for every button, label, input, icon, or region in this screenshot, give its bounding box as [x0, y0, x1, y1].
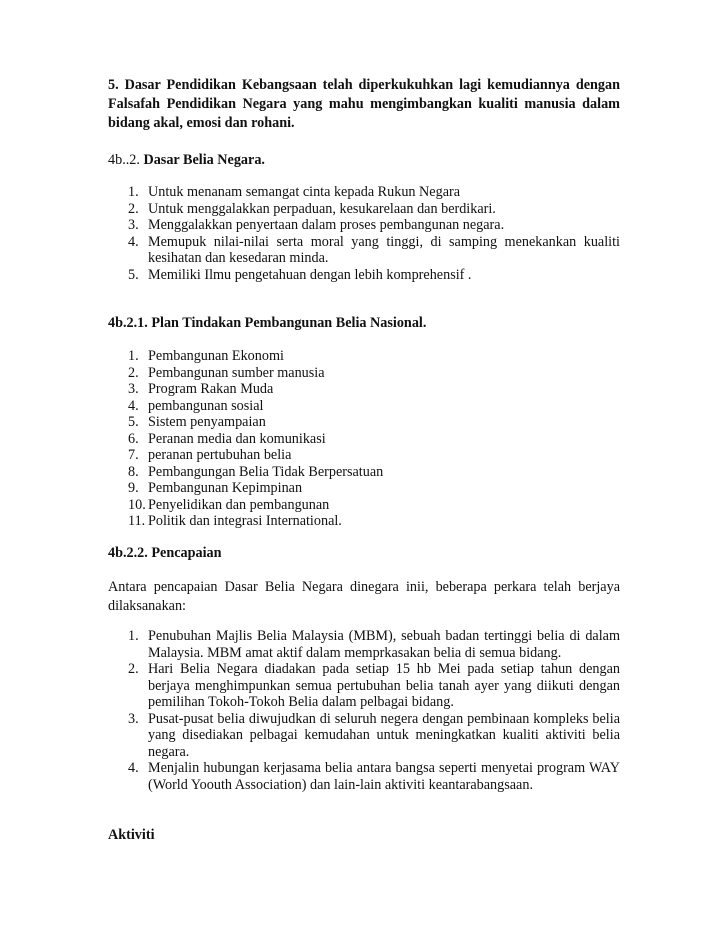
list-item: 11. Politik dan integrasi International.: [128, 513, 342, 529]
dasar-belia-title: Dasar Belia Negara.: [143, 152, 265, 168]
list-item: 6. Peranan media dan komunikasi: [128, 430, 326, 447]
plan-tindakan-heading: 4b.2.1. Plan Tindakan Pembangunan Belia Nasional.: [108, 315, 427, 331]
pencapaian-list: [108, 628, 620, 793]
list-item: 4. Memupuk nilai-nilai serta moral yang tinggi, di samping menekankan kualiti kesihatan dan kesedaran minda.: [128, 233, 620, 266]
list-item: 3. Menggalakkan penyertaan dalam proses pembangunan negara.: [128, 217, 505, 233]
list-item: 10. Penyelidikan dan pembangunan: [128, 496, 330, 513]
list-item: 7. peranan pertubuhan belia: [128, 447, 292, 463]
list-item: 2. Pembangunan sumber manusia: [128, 364, 325, 381]
list-item: 1. Penubuhan Majlis Belia Malaysia (MBM), sebuah badan tertinggi belia di dalam Malaysia. MBM amat aktif dalam memprkasakan belia di semua bidang.: [128, 628, 620, 661]
list-item: 5. Sistem penyampaian: [128, 414, 266, 430]
list-item: 5. Memiliki Ilmu pengetahuan dengan lebih komprehensif .: [128, 266, 472, 283]
list-item: 8. Pembangungan Belia Tidak Berpersatuan: [128, 463, 384, 480]
aktiviti-heading: Aktiviti: [108, 827, 155, 843]
list-item: 3. Pusat-pusat belia diwujudkan di seluruh negera dengan pembinaan kompleks belia yang disediakan pelbagai kemudahan untuk meningkatkan kualiti aktiviti belia negara.: [128, 710, 620, 760]
dasar-belia-prefix: 4b..2.: [108, 152, 140, 168]
dasar-belia-list: [108, 184, 620, 283]
intro-paragraph: 5. Dasar Pendidikan Kebangsaan telah diperkukuhkan lagi kemudiannya dengan Falsafah Pendidikan Negara yang mahu mengimbangkan kualiti manusia dalam bidang akal, emosi dan rohani.: [108, 77, 620, 131]
list-item: 1. Pembangunan Ekonomi: [128, 348, 284, 364]
list-item: 2. Hari Belia Negara diadakan pada setiap 15 hb Mei pada setiap tahun dengan berjaya menghimpunkan semua pertubuhan belia tanah ayer yang diikuti dengan pemilihan Tokoh-Tokoh Belia dalam pelbagai bidang.: [128, 661, 620, 710]
list-item: 9. Pembangunan Kepimpinan: [128, 480, 303, 496]
pencapaian-heading: 4b.2.2. Pencapaian: [108, 545, 222, 561]
list-item: 3. Program Rakan Muda: [128, 381, 274, 397]
list-item: 1. Untuk menanam semangat cinta kepada Rukun Negara: [128, 184, 461, 200]
list-item: 2. Untuk menggalakkan perpaduan, kesukarelaan dan berdikari.: [128, 200, 496, 217]
dasar-belia-heading: [108, 151, 620, 170]
list-item: 4. Menjalin hubungan kerjasama belia antara bangsa seperti menyetai program WAY (World Yoouth Association) dan lain-lain aktiviti keantarabangsaan.: [128, 760, 620, 793]
pencapaian-intro: Antara pencapaian Dasar Belia Negara dinegara inii, beberapa perkara telah berjaya dilaksanakan:: [108, 579, 620, 614]
plan-tindakan-list: [108, 348, 620, 530]
list-item: 4. pembangunan sosial: [128, 397, 264, 414]
